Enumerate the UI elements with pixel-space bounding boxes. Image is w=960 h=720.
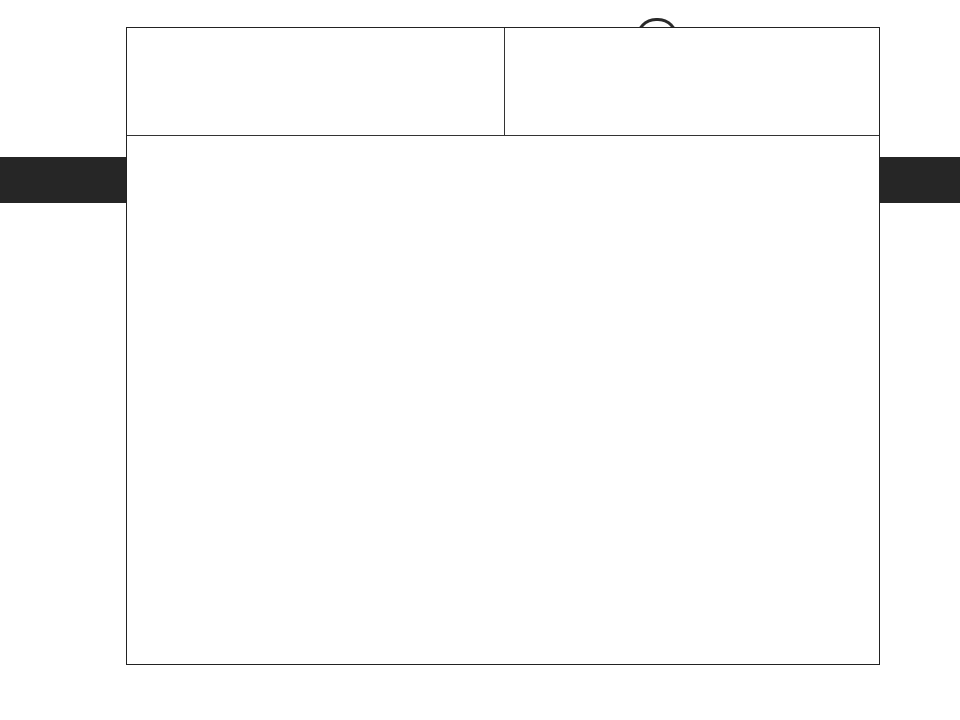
header-blank-cell <box>127 28 505 135</box>
table-header-row <box>127 28 879 136</box>
analysis-table <box>126 27 880 665</box>
